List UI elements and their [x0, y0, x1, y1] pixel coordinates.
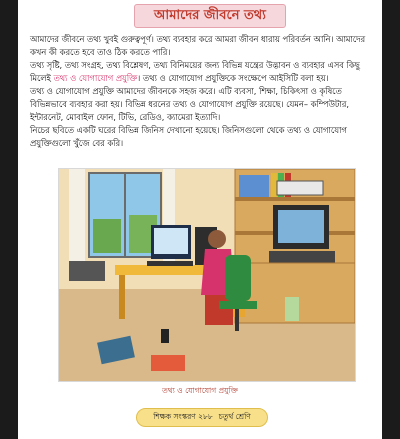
- room-illustration-svg: [59, 169, 355, 381]
- title-banner: [134, 4, 286, 28]
- printer-illustration: [69, 261, 105, 281]
- paragraph-2-text: তথ্য সৃষ্টি, তথ্য সংগ্রহ, তথ্য বিশ্লেষণ, তথ্য বিনিময়ের জন্য বিভিন্ন যন্ত্রের উদ্ভাবন ও ব্যবহার এসব কিছু মিলেই: [30, 60, 360, 83]
- room-illustration: [58, 168, 356, 382]
- page-title: আমাদের জীবনে তথ্য: [154, 7, 266, 23]
- paragraph-4-text: নিচের ছবিতে একটি ঘরের বিভিন্ন জিনিস দেখানো হয়েছে। জিনিসগুলো থেকে তথ্য ও যোগাযোগ প্রযুক্তিগুলো খুঁজে বের করি।: [30, 125, 347, 148]
- page-footer: [136, 408, 268, 427]
- paragraph-1-text: আমাদের জীবনে তথ্য খুবই গুরুত্বপূর্ণ। তথ্য ব্যবহার করে আমরা জীবন ধারায় পরিবর্তন আনি। আমাদের কখন কী করতে হবে তাও ঠিক করতে পারি।: [30, 34, 366, 57]
- radio-illustration: [151, 355, 185, 371]
- body-text: [30, 33, 370, 150]
- paragraph-2-text-end: । তথ্য ও যোগাযোগ প্রযুক্তিকে সংক্ষেপে আইসিটি বলা হয়।: [137, 72, 329, 83]
- ict-highlight: তথ্য ও যোগাযোগ প্রযুক্তি: [53, 72, 138, 83]
- footer-edition: শিক্ষক সংস্করণ ২৮৮: [153, 411, 213, 421]
- figure-caption: তথ্য ও যোগাযোগ প্রযুক্তি: [162, 386, 238, 395]
- phone-illustration: [161, 329, 169, 343]
- paragraph-4: [30, 124, 370, 149]
- paragraph-3: [30, 85, 370, 123]
- paragraph-2: [30, 59, 370, 84]
- footer-class: চতুর্থ শ্রেণি: [218, 411, 251, 421]
- paragraph-1: [30, 33, 370, 58]
- bin-illustration: [285, 297, 299, 321]
- textbook-page: [18, 0, 382, 439]
- paragraph-3-text: তথ্য ও যোগাযোগ প্রযুক্তি আমাদের জীবনকে সহজ করে। এটি ব্যবসা, শিক্ষা, চিকিৎসা ও কৃষিতে বিভিন্নভাবে ব্যবহার করা হয়। বিভিন্ন ধরনের তথ্য ও যোগাযোগ প্রযুক্তি রয়েছে। যেমন– কম্পিউটার, ইন্টারনেট, মোবাইল ফোন, টিভি, রেডিও, ক্যামেরা ইত্যাদি।: [30, 86, 349, 122]
- tv-illustration: [269, 205, 335, 263]
